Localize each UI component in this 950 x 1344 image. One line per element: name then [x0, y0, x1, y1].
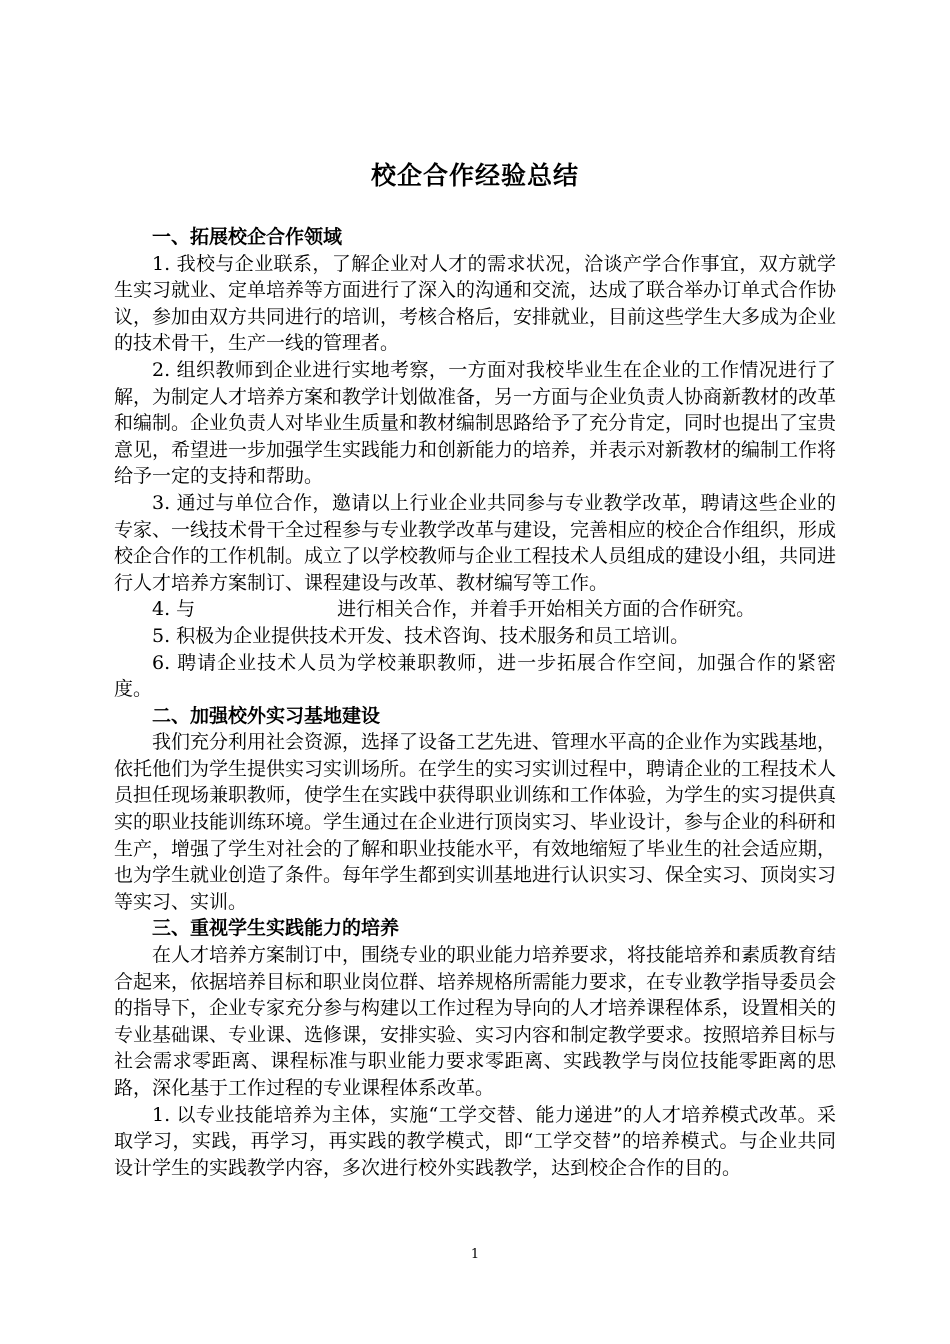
paragraph: 我们充分利用社会资源，选择了设备工艺先进、管理水平高的企业作为实践基地，依托他们为学生提供实习实训场所。在学生的实习实训过程中，聘请企业的工程技术人员担任现场兼职教师，使学生在实践中获得职业训练和工作体验，为学生的实习提供真实的职业技能训练环境。学生通过在企业进行顶岗实习、毕业设计，参与企业的科研和生产，增强了学生对社会的了解和职业技能水平，有效地缩短了毕业生的社会适应期，也为学生就业创造了条件。每年学生都到实训基地进行认识实习、保全实习、顶岗实习等实习、实训。 — [114, 731, 837, 913]
paragraph: 1. 以专业技能培养为主体，实施“工学交替、能力递进”的人才培养模式改革。采取学习，实践，再学习，再实践的教学模式，即“工学交替”的培养模式。与企业共同设计学生的实践教学内容，多次进行校外实践教学，达到校企合作的目的。 — [114, 1103, 836, 1179]
paragraph: 6. 聘请企业技术人员为学校兼职教师，进一步拓展合作空间，加强合作的紧密度。 — [114, 651, 836, 701]
paragraph: 5. 积极为企业提供技术开发、技术咨询、技术服务和员工培训。 — [152, 624, 690, 647]
section-heading: 三、重视学生实践能力的培养 — [152, 917, 400, 940]
item4-suffix: 进行相关合作，并着手开始相关方面的合作研究。 — [337, 598, 756, 621]
paragraph: 在人才培养方案制订中，围绕专业的职业能力培养要求，将技能培养和素质教育结合起来，依据培养目标和职业岗位群、培养规格所需能力要求，在专业教学指导委员会的指导下，企业专家充分参与构建以工作过程为导向的人才培养课程体系，设置相关的专业基础课、专业课、选修课，安排实验、实习内容和制定教学要求。按照培养目标与社会需求零距离、课程标准与职业能力要求零距离、实践教学与岗位技能零距离的思路，深化基于工作过程的专业课程体系改革。 — [114, 944, 837, 1099]
paragraph: 2. 组织教师到企业进行实地考察，一方面对我校毕业生在企业的工作情况进行了解，为制定人才培养方案和教学计划做准备，另一方面与企业负责人协商新教材的改革和编制。企业负责人对毕业生质量和教材编制思路给予了充分肯定，同时也提出了宝贵意见，希望进一步加强学生实践能力和创新能力的培养，并表示对新教材的编制工作将给予一定的支持和帮助。 — [114, 358, 837, 488]
paragraph-item-4 — [114, 596, 836, 623]
section-heading: 二、加强校外实习基地建设 — [152, 704, 381, 727]
item4-prefix: 4. 与 — [152, 598, 196, 621]
document-title: 校企合作经验总结 — [370, 161, 579, 190]
document-body — [114, 224, 836, 1181]
section-heading: 一、拓展校企合作领域 — [152, 226, 343, 248]
page-number: 1 — [470, 1247, 480, 1262]
paragraph: 3. 通过与单位合作，邀请以上行业企业共同参与专业教学改革，聘请这些企业的专家、一线技术骨干全过程参与专业教学改革与建设，完善相应的校企合作组织，形成校企合作的工作机制。成立了以学校教师与企业工程技术人员组成的建设小组，共同进行人才培养方案制订、课程建设与改革、教材编写等工作。 — [114, 491, 837, 594]
paragraph: 1. 我校与企业联系，了解企业对人才的需求状况，洽谈产学合作事宜，双方就学生实习就业、定单培养等方面进行了深入的沟通和交流，达成了联合举办订单式合作协议，参加由双方共同进行的培训，考核合格后，安排就业，目前这些学生大多成为企业的技术骨干，生产一线的管理者。 — [114, 252, 837, 355]
